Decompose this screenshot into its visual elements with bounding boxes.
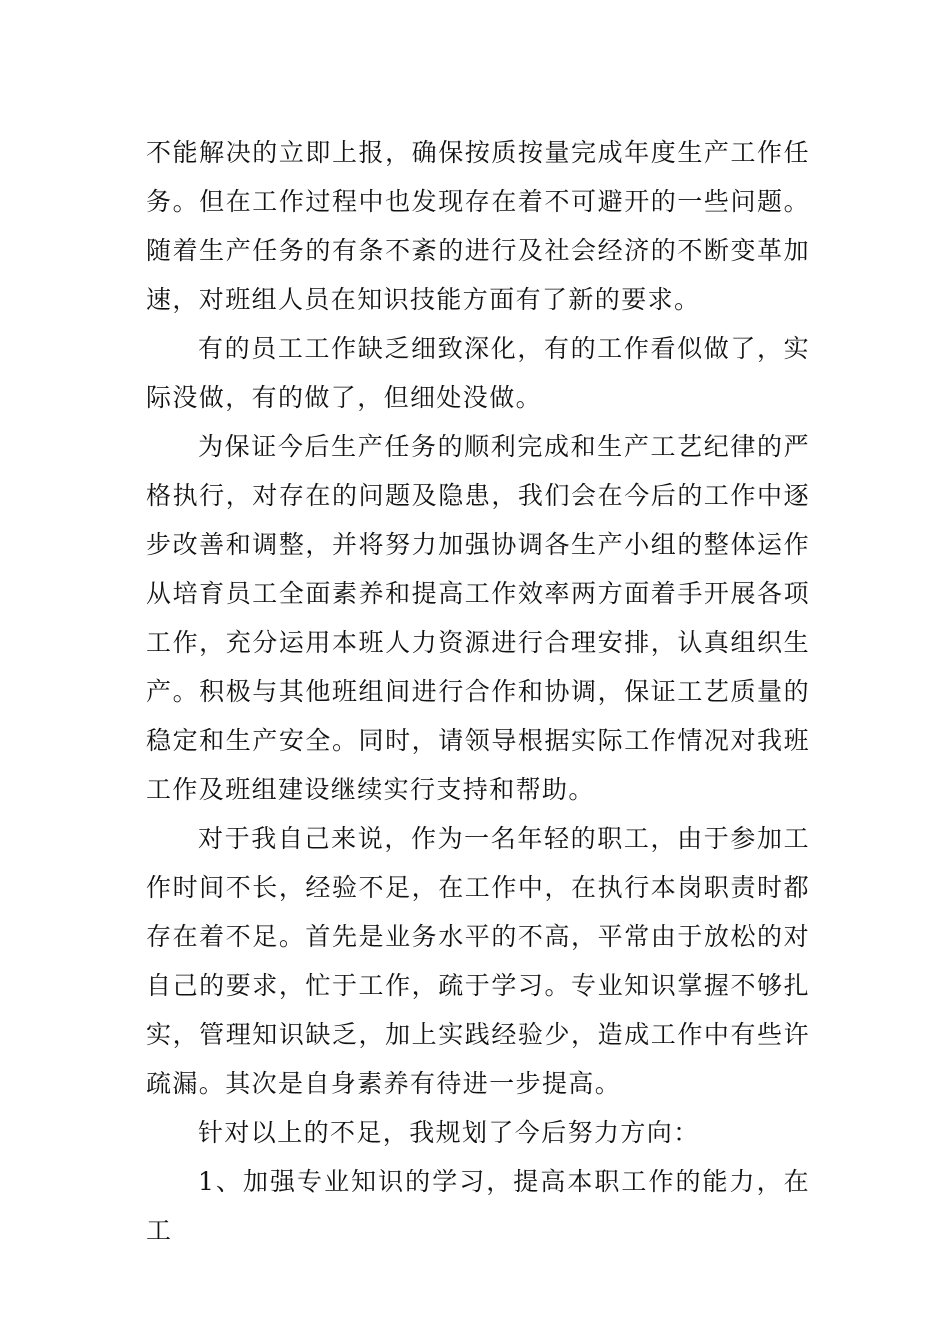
paragraph-6: 1、加强专业知识的学习，提高本职工作的能力，在工: [146, 1167, 810, 1245]
paragraph-1: 不能解决的立即上报，确保按质按量完成年度生产工作任务。但在工作过程中也发现存在着不可避开的一些问题。随着生产任务的有条不紊的进行及社会经济的不断变革加速，对班组人员在知识技能方面有了新的要求。: [146, 138, 810, 314]
paragraph-4: 对于我自己来说，作为一名年轻的职工，由于参加工作时间不长，经验不足，在工作中，在执行本岗职责时都存在着不足。首先是业务水平的不高，平常由于放松的对自己的要求，忙于工作，疏于学习。专业知识掌握不够扎实，管理知识缺乏，加上实践经验少，造成工作中有些许疏漏。其次是自身素养有待进一步提高。: [146, 824, 810, 1098]
paragraph-3: 为保证今后生产任务的顺利完成和生产工艺纪律的严格执行，对存在的问题及隐患，我们会在今后的工作中逐步改善和调整，并将努力加强协调各生产小组的整体运作从培育员工全面素养和提高工作效率两方面着手开展各项工作，充分运用本班人力资源进行合理安排，认真组织生产。积极与其他班组间进行合作和协调，保证工艺质量的稳定和生产安全。同时，请领导根据实际工作情况对我班工作及班组建设继续实行支持和帮助。: [146, 432, 810, 804]
paragraph-2: 有的员工工作缺乏细致深化，有的工作看似做了，实际没做，有的做了，但细处没做。: [146, 334, 810, 412]
paragraph-5: 针对以上的不足，我规划了今后努力方向：: [198, 1118, 700, 1147]
document-body: [146, 128, 810, 1255]
